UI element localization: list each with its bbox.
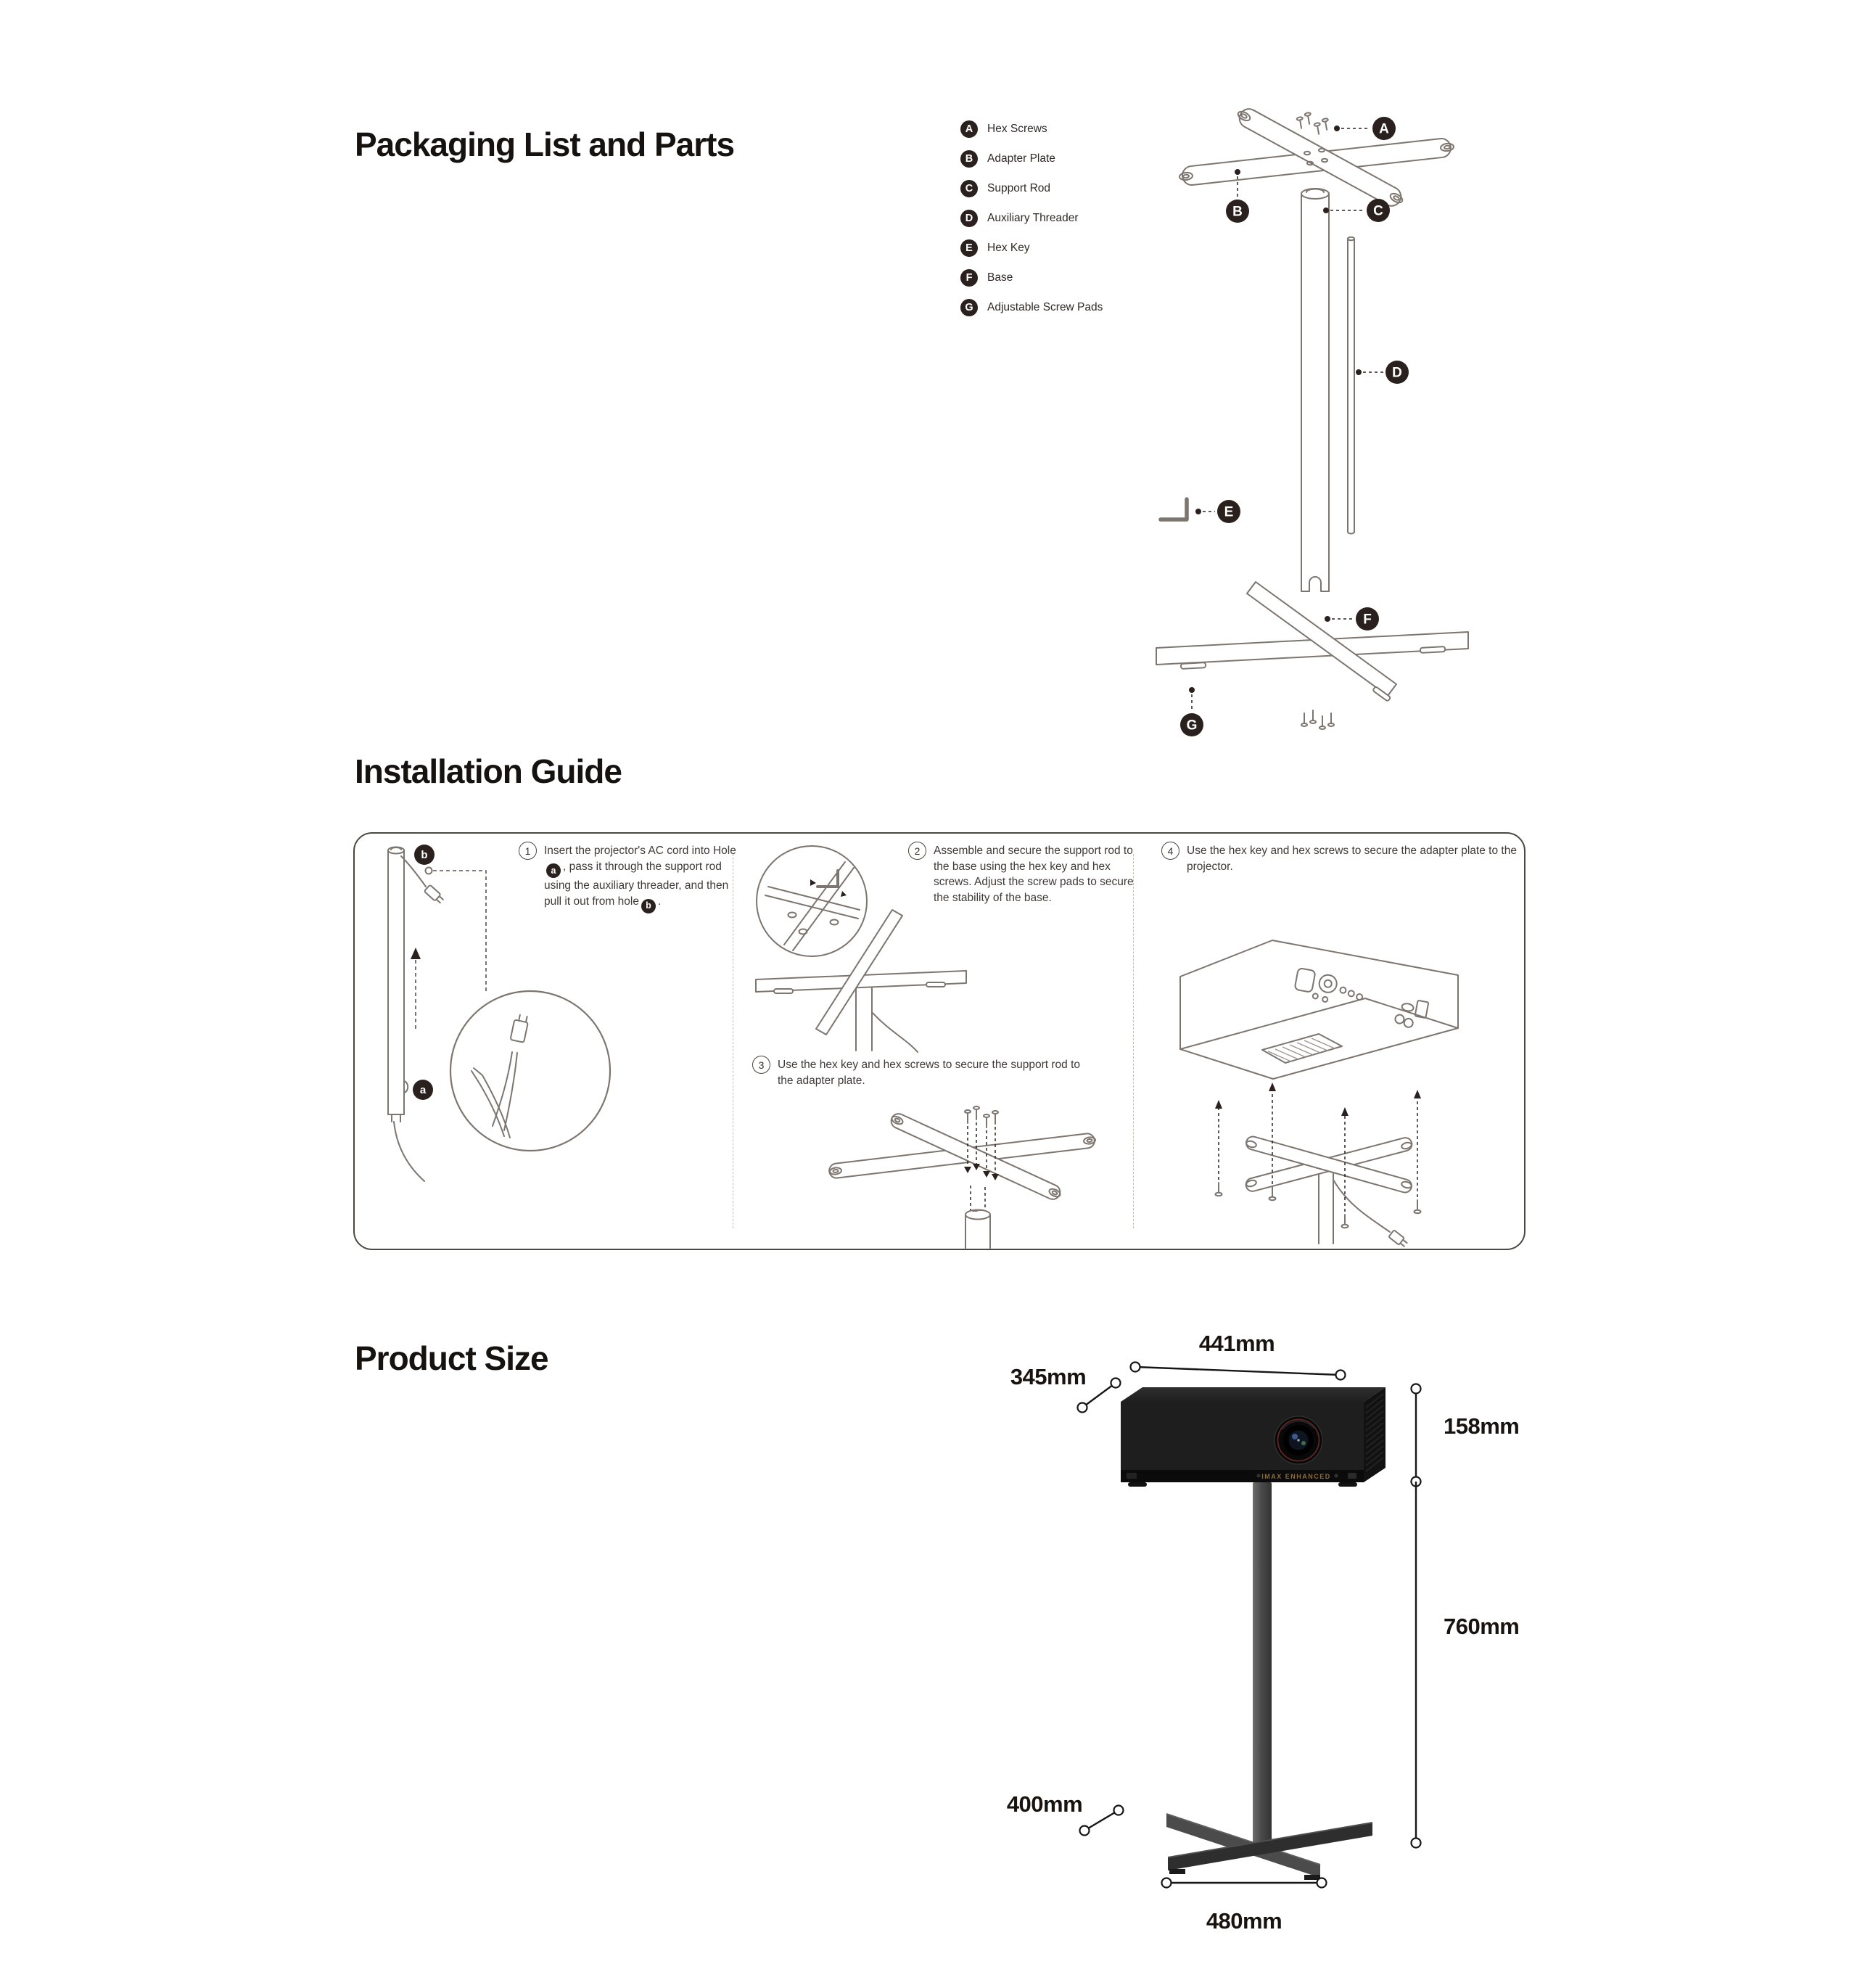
auxiliary-threader-art xyxy=(1348,237,1354,534)
part-key-badge: A xyxy=(960,120,978,138)
dim-stand-height-label: 760mm xyxy=(1444,1614,1520,1639)
part-key-badge: G xyxy=(960,299,978,316)
callout-F-letter: F xyxy=(1363,612,1372,628)
dim-depth xyxy=(1010,1364,1121,1413)
part-row-auxiliary-threader xyxy=(960,203,1103,233)
inline-hole-a-badge: a xyxy=(546,863,561,878)
callout-D-letter: D xyxy=(1392,365,1402,381)
callout-E-letter: E xyxy=(1224,504,1234,520)
part-key-badge: E xyxy=(960,239,978,257)
part-label: Base xyxy=(987,271,1013,284)
stand-pole xyxy=(1253,1482,1272,1843)
step3-illustration xyxy=(828,1104,1148,1249)
part-row-hex-key xyxy=(960,233,1103,263)
step4-illustration xyxy=(1177,924,1525,1247)
callout-A xyxy=(1334,117,1396,140)
hex-screws-art xyxy=(1296,112,1330,135)
base-art xyxy=(1156,582,1468,702)
step-4-text: Use the hex key and hex screws to secure the adapter plate to the projector. xyxy=(1187,845,1517,873)
part-row-support-rod xyxy=(960,173,1103,203)
part-row-hex-screws xyxy=(960,114,1103,144)
projector-brand-text: IMAX ENHANCED xyxy=(1261,1473,1331,1480)
callout-E xyxy=(1195,500,1240,523)
dim-base-width-label: 480mm xyxy=(1206,1908,1282,1934)
part-label: Adapter Plate xyxy=(987,152,1055,165)
part-label: Hex Key xyxy=(987,241,1030,254)
exploded-parts-diagram xyxy=(1117,83,1538,780)
step-3-number: 3 xyxy=(752,1056,770,1074)
dim-depth-label: 345mm xyxy=(1010,1364,1087,1389)
pad-screws-art xyxy=(1301,710,1334,729)
step-1-text-part2: , pass it through the support rod using the auxiliary threader, and then pull it out from hole xyxy=(544,860,729,908)
callout-C xyxy=(1323,199,1390,222)
packaging-title: Packaging List and Parts xyxy=(355,126,735,163)
dim-width-label: 441mm xyxy=(1198,1331,1275,1356)
product-size-title: Product Size xyxy=(355,1339,548,1377)
part-key-badge: B xyxy=(960,150,978,168)
installation-guide-box xyxy=(353,832,1525,1250)
step-1-text xyxy=(544,843,738,913)
dim-height xyxy=(1412,1384,1520,1487)
part-row-adjustable-screw-pads xyxy=(960,292,1103,322)
part-label: Support Rod xyxy=(987,181,1051,194)
projector-front-face xyxy=(1121,1402,1364,1470)
step-2 xyxy=(908,843,1145,905)
step-2-number: 2 xyxy=(908,842,926,860)
dim-base-width xyxy=(1162,1878,1327,1934)
hole-a-label: a xyxy=(419,1084,427,1096)
projector-image xyxy=(1121,1387,1385,1487)
callout-F xyxy=(1325,607,1379,631)
hex-key-art xyxy=(1161,499,1187,519)
step-1-text-part3: . xyxy=(657,895,662,908)
inline-hole-b-badge: b xyxy=(641,899,656,913)
part-row-adapter-plate xyxy=(960,144,1103,173)
parts-list xyxy=(960,114,1103,322)
step-3 xyxy=(752,1057,1082,1088)
part-label: Adjustable Screw Pads xyxy=(987,300,1103,313)
step-4-number: 4 xyxy=(1161,842,1179,860)
step-4 xyxy=(1161,843,1517,874)
part-row-base xyxy=(960,263,1103,292)
step-3-text: Use the hex key and hex screws to secure the support rod to the adapter plate. xyxy=(778,1059,1081,1087)
callout-C-letter: C xyxy=(1373,203,1383,219)
callout-A-letter: A xyxy=(1379,121,1389,137)
hole-b-label: b xyxy=(421,849,428,861)
support-rod-art xyxy=(1301,189,1329,591)
callout-G-letter: G xyxy=(1186,718,1198,734)
product-size-diagram xyxy=(979,1299,1560,1988)
dim-stand-height xyxy=(1412,1482,1520,1848)
installation-title: Installation Guide xyxy=(355,752,622,790)
part-key-badge: F xyxy=(960,269,978,287)
step-1-text-part1: Insert the projector's AC cord into Hole xyxy=(544,845,736,857)
part-key-badge: D xyxy=(960,210,978,227)
callout-G xyxy=(1180,687,1203,736)
step-2-text: Assemble and secure the support rod to the base using the hex key and hex screws. Adjust the screw pads to secure the stability of the base. xyxy=(934,845,1134,904)
part-label: Hex Screws xyxy=(987,122,1047,135)
projector-top-face xyxy=(1121,1387,1385,1402)
dim-height-label: 158mm xyxy=(1444,1413,1520,1439)
dim-width xyxy=(1131,1331,1346,1380)
dim-base-depth-label: 400mm xyxy=(1006,1791,1083,1817)
callout-B-letter: B xyxy=(1232,204,1243,220)
part-key-badge: C xyxy=(960,180,978,197)
callout-D xyxy=(1356,361,1409,384)
step-1-number: 1 xyxy=(519,842,537,860)
part-label: Auxiliary Threader xyxy=(987,211,1079,224)
step-1 xyxy=(519,843,738,913)
dim-base-depth xyxy=(1007,1791,1124,1836)
projector-lens xyxy=(1275,1416,1322,1464)
